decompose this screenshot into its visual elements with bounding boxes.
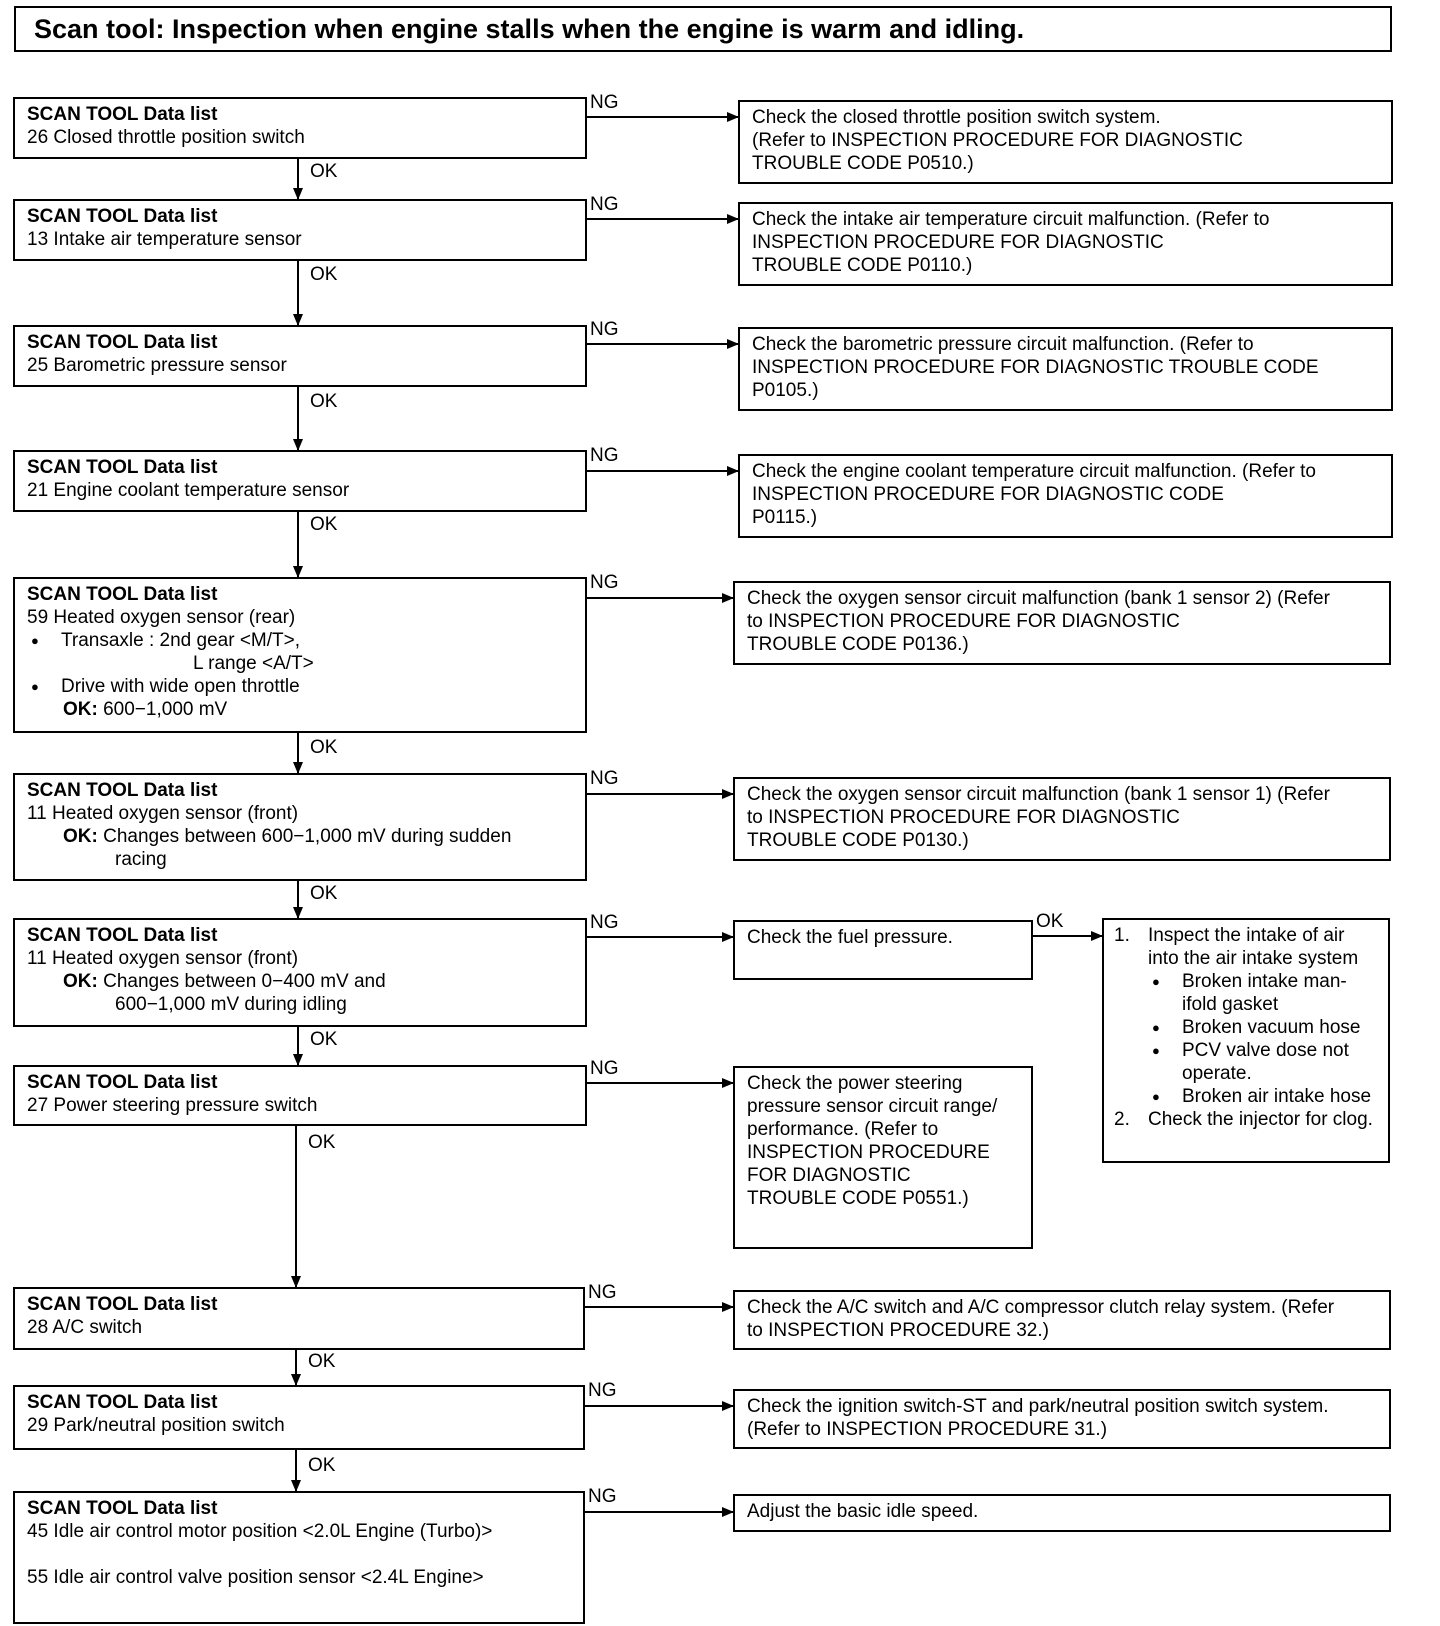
ok-criteria-label: OK: [63,971,98,992]
result-box-11 [733,1494,1391,1532]
result-line: Check the intake air temperature circuit malfunction. (Refer to [752,209,1270,230]
step-bullet: ● Drive with wide open throttle [27,675,575,698]
step-item: 45 Idle air control motor position <2.0L Engine (Turbo)> [27,1521,493,1542]
result-line: Check the A/C switch and A/C compressor clutch relay system. (Refer [747,1297,1335,1318]
ok-label: OK [310,1029,338,1050]
step-box-11 [13,1491,585,1624]
step-heading: SCAN TOOL Data list [27,206,218,227]
result-line: INSPECTION PROCEDURE FOR DIAGNOSTIC [752,232,1164,253]
result-line: Check the engine coolant temperature circuit malfunction. (Refer to [752,461,1316,482]
step-box-10 [13,1385,585,1450]
result-box-3 [738,327,1393,411]
result-line: to INSPECTION PROCEDURE 32.) [747,1320,1049,1341]
step-heading: SCAN TOOL Data list [27,584,218,605]
step-bullet-cont: L range <A/T> [193,653,314,674]
result-line: TROUBLE CODE P0510.) [752,153,974,174]
ng-label: NG [588,1282,617,1303]
result-box-2 [738,202,1393,286]
step-item: 59 Heated oxygen sensor (rear) [27,607,296,628]
result-line: Check the power steering [747,1073,963,1094]
step-item: 11 Heated oxygen sensor (front) [27,803,299,824]
step-heading: SCAN TOOL Data list [27,780,218,801]
step-box-6 [13,773,587,881]
result-line: (Refer to INSPECTION PROCEDURE 31.) [747,1419,1108,1440]
step-item: 27 Power steering pressure switch [27,1095,318,1116]
ng-label: NG [590,445,619,466]
result-line: FOR DIAGNOSTIC [747,1165,911,1186]
result-box-8 [733,1066,1033,1249]
result-line: to INSPECTION PROCEDURE FOR DIAGNOSTIC [747,807,1180,828]
step-item: 11 Heated oxygen sensor (front) [27,948,299,969]
ok-criteria-value: 600−1,000 mV [103,699,228,720]
inspect-subitem: ● Broken intake man-ifold gasket [1148,970,1378,1016]
ng-label: NG [590,194,619,215]
inspect-item-1: 1. Inspect the intake of air into the air intake system [1114,925,1359,969]
step-box-2 [13,199,587,261]
result-line: P0115.) [752,507,818,528]
step-item: 28 A/C switch [27,1317,143,1338]
step-box-4 [13,450,587,512]
step-box-9 [13,1287,585,1350]
step-box-3 [13,325,587,387]
step-heading: SCAN TOOL Data list [27,1498,218,1519]
result-line: TROUBLE CODE P0130.) [747,830,969,851]
step-box-5 [13,577,587,733]
step-heading: SCAN TOOL Data list [27,1294,218,1315]
ok-label: OK [310,514,338,535]
step-box-1 [13,97,587,159]
result-box-5 [733,581,1391,665]
ok-criteria-label: OK: [63,826,98,847]
result-box-9 [733,1290,1391,1350]
result-line: TROUBLE CODE P0110.) [752,255,973,276]
ok-criteria-value: Changes between 0−400 mV and [103,971,386,992]
ok-criteria-label: OK: [63,699,98,720]
result-line: P0105.) [752,380,819,401]
result-box-4 [738,454,1393,538]
step-item: 21 Engine coolant temperature sensor [27,480,350,501]
result-line: Check the fuel pressure. [747,927,953,948]
result-line: to INSPECTION PROCEDURE FOR DIAGNOSTIC [747,611,1180,632]
step-item [27,1543,573,1566]
step-item: 25 Barometric pressure sensor [27,355,287,376]
result-line: pressure sensor circuit range/ [747,1096,998,1117]
result-line: TROUBLE CODE P0551.) [747,1188,969,1209]
result-box-1 [738,100,1393,184]
step-heading: SCAN TOOL Data list [27,457,218,478]
ok-label: OK [310,883,338,904]
step-heading: SCAN TOOL Data list [27,925,218,946]
result-box-7 [733,920,1033,980]
inspect-item-2: 2. Check the injector for clog. [1114,1109,1373,1130]
result-line: INSPECTION PROCEDURE FOR DIAGNOSTIC TROUBLE CODE [752,357,1319,378]
ok-criteria-cont: racing [115,849,167,870]
ng-label: NG [590,768,619,789]
ok-label: OK [1036,911,1064,932]
result-box-6 [733,777,1391,861]
step-heading: SCAN TOOL Data list [27,1392,218,1413]
result-line: Check the ignition switch-ST and park/neutral position switch system. [747,1396,1329,1417]
ok-label: OK [310,264,338,285]
result-line: INSPECTION PROCEDURE [747,1142,990,1163]
step-heading: SCAN TOOL Data list [27,1072,218,1093]
page-title: Scan tool: Inspection when engine stalls when the engine is warm and idling. [14,6,1392,52]
ng-label: NG [588,1380,617,1401]
result-line: Check the closed throttle position switch system. [752,107,1161,128]
ng-label: NG [590,319,619,340]
ok-criteria-cont: 600−1,000 mV during idling [115,994,347,1015]
result-line: Check the barometric pressure circuit malfunction. (Refer to [752,334,1254,355]
ok-label: OK [310,737,338,758]
result-line: (Refer to INSPECTION PROCEDURE FOR DIAGNOSTIC [752,130,1243,151]
step-box-7 [13,918,587,1027]
ok-criteria-value: Changes between 600−1,000 mV during sudden [103,826,512,847]
result-line: TROUBLE CODE P0136.) [747,634,969,655]
result-line: Check the oxygen sensor circuit malfunction (bank 1 sensor 1) (Refer [747,784,1330,805]
step-heading: SCAN TOOL Data list [27,332,218,353]
ok-label: OK [308,1132,336,1153]
result-line: Check the oxygen sensor circuit malfunction (bank 1 sensor 2) (Refer [747,588,1330,609]
ng-label: NG [590,92,619,113]
ok-label: OK [308,1351,336,1372]
inspect-subitems [1114,970,1378,1108]
result-line: INSPECTION PROCEDURE FOR DIAGNOSTIC CODE [752,484,1224,505]
step-item: 13 Intake air temperature sensor [27,229,302,250]
result-line: Adjust the basic idle speed. [747,1501,979,1522]
inspect-subitem: ● PCV valve dose not operate. [1148,1039,1378,1085]
ng-label: NG [590,572,619,593]
ok-label: OK [310,161,338,182]
ok-label: OK [308,1455,336,1476]
step-bullet: ● Transaxle : 2nd gear <M/T>, [27,629,575,652]
result-line: performance. (Refer to [747,1119,939,1140]
step-item: 55 Idle air control valve position sensor <2.4L Engine> [27,1567,484,1588]
step-heading: SCAN TOOL Data list [27,104,218,125]
inspect-subitem: ● Broken vacuum hose [1148,1016,1378,1039]
inspect-subitem: ● Broken air intake hose [1148,1085,1378,1108]
step-item: 26 Closed throttle position switch [27,127,305,148]
ng-label: NG [588,1486,617,1507]
step-box-8 [13,1065,587,1126]
ok-label: OK [310,391,338,412]
next-inspection-box [1102,918,1390,1163]
ng-label: NG [590,1058,619,1079]
step-item: 29 Park/neutral position switch [27,1415,285,1436]
result-box-10 [733,1389,1391,1449]
ng-label: NG [590,912,619,933]
